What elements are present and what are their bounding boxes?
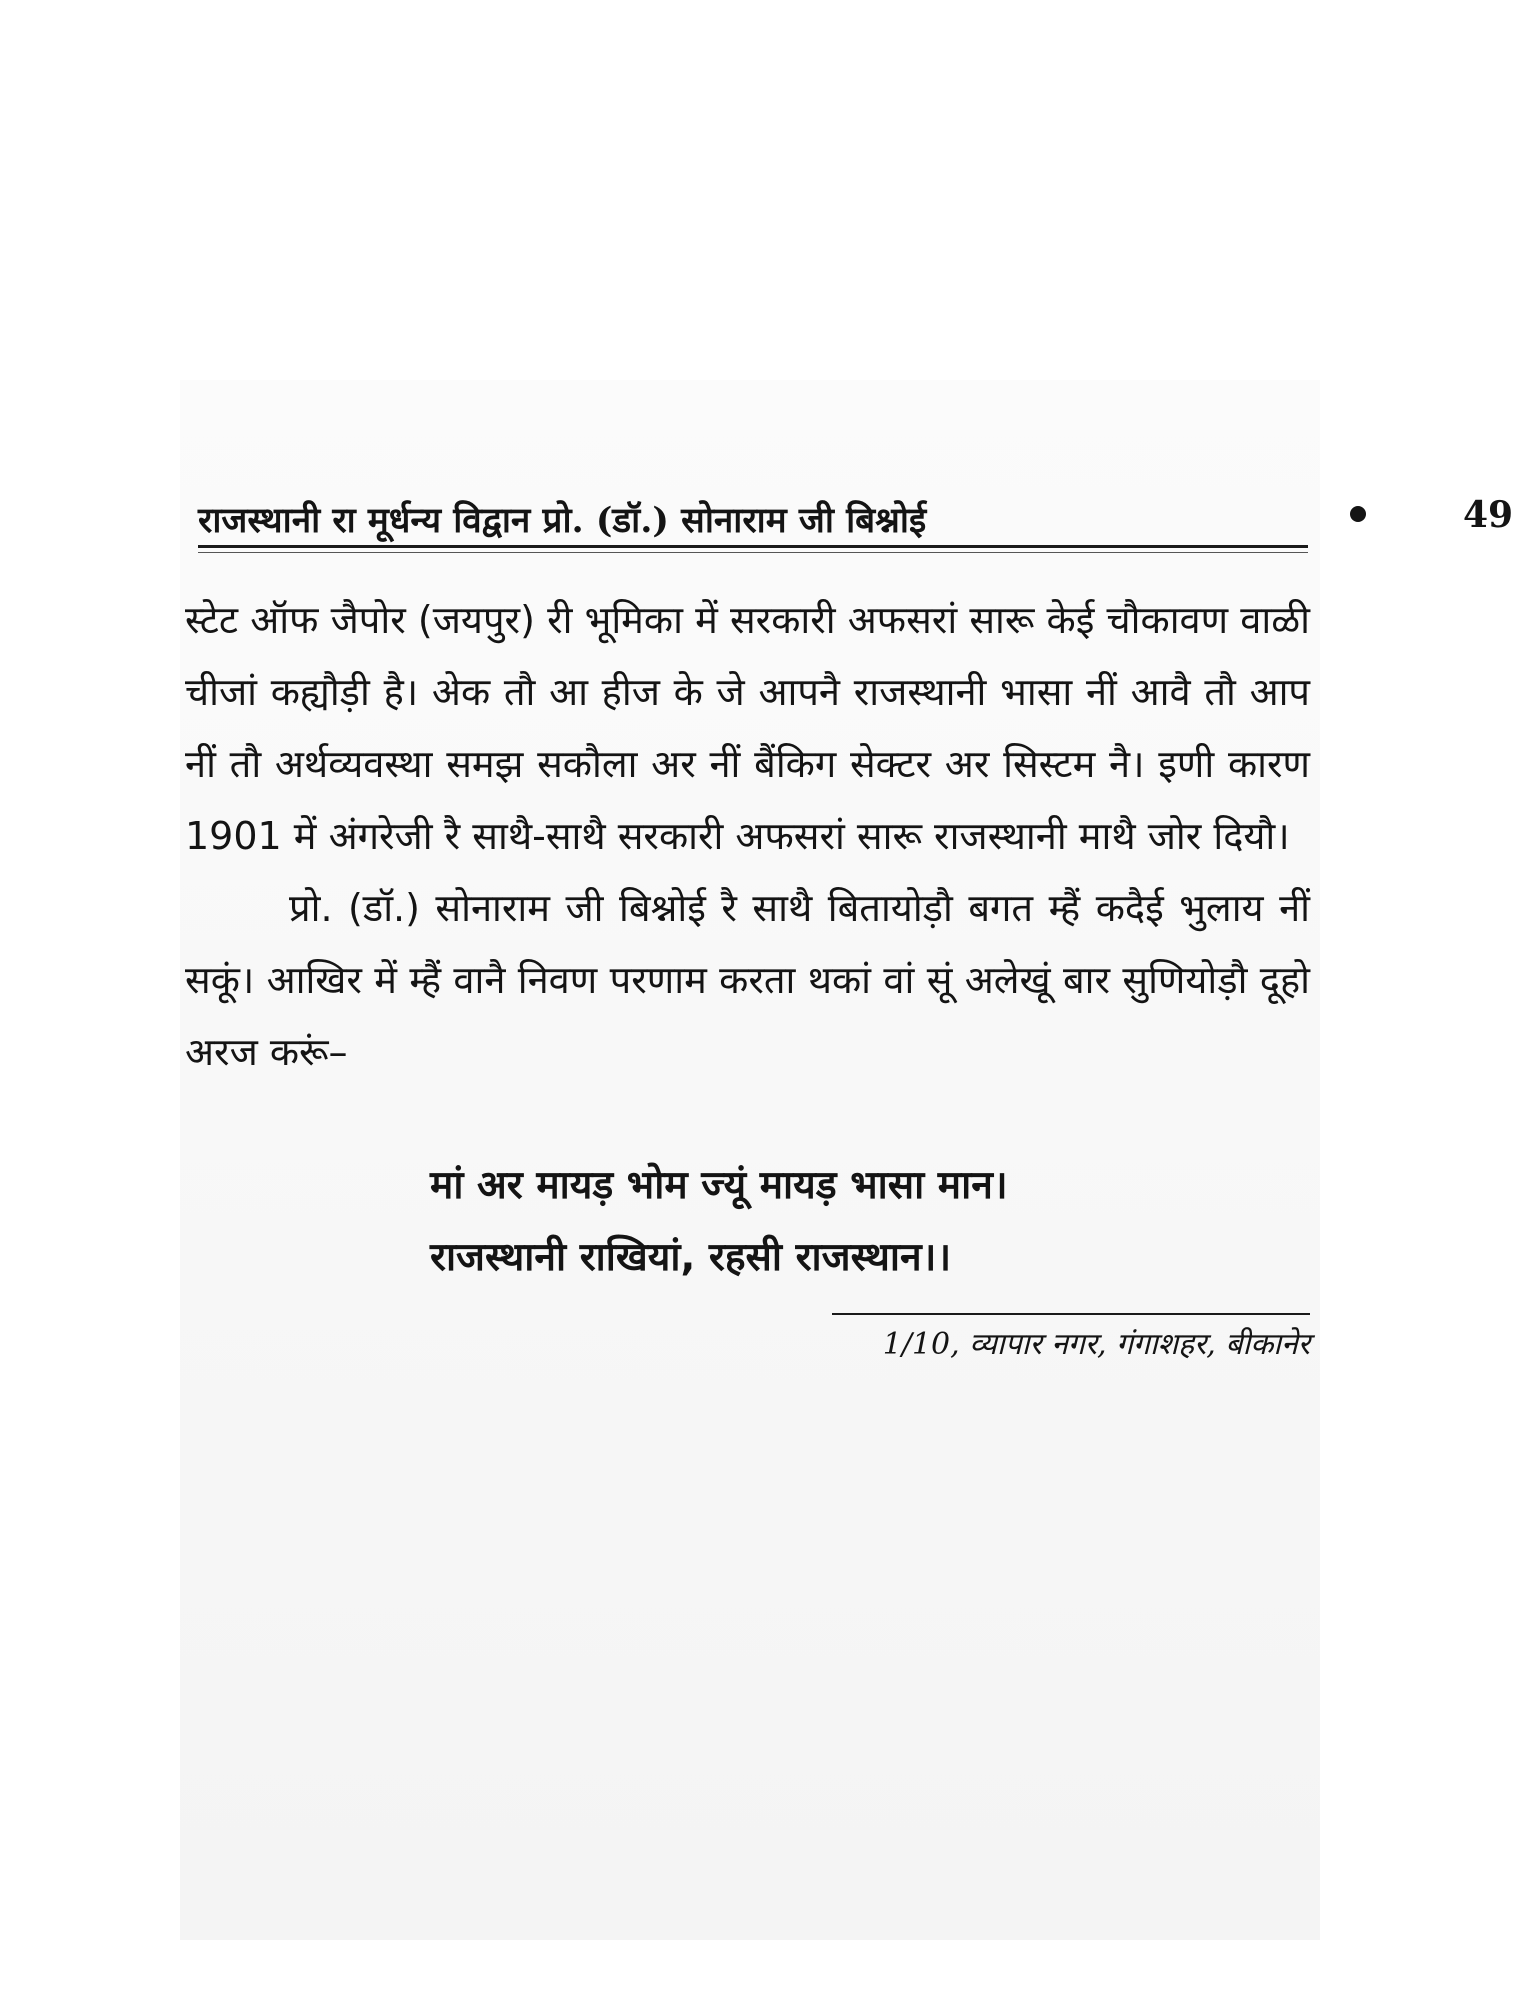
header-rule	[198, 545, 1308, 548]
signature-rule	[832, 1313, 1310, 1315]
page-number: 49	[1463, 494, 1513, 536]
paragraph-1: स्टेट ऑफ जैपोर (जयपुर) री भूमिका में सरकारी अफसरां सारू केई चौकावण वाळी चीजां कह्यौड़ी है। अेक तौ आ हीज के जे आपनै राजस्थानी भासा नीं आवै तौ आप नीं तौ अर्थव्यवस्था समझ सकौला अर नीं बैंकिग सेक्टर अर सिस्टम नै। इणी कारण 1901 में अंगरेजी रै साथै-साथै सरकारी अफसरां सारू राजस्थानी माथै जोर दियौ।	[185, 598, 1310, 858]
couplet-line-1: मां अर मायड़ भोम ज्यूं मायड़ भासा मान।	[430, 1163, 1008, 1208]
header-bullet	[1350, 506, 1366, 522]
couplet	[430, 1150, 1130, 1294]
paragraph-2: प्रो. (डॉ.) सोनाराम जी बिश्नोई रै साथै बितायोड़ौ बगत म्हैं कदैई भुलाय नीं सकूं। आखिर में म्हैं वानै निवण परणाम करता थकां वां सूं अलेखूं बार सुणियोड़ौ दूहो अरज करूं–	[185, 886, 1310, 1074]
author-address: 1/10, व्यापार नगर, गंगाशहर, बीकानेर	[882, 1327, 1310, 1362]
header-title: राजस्थानी रा मूर्धन्य विद्वान प्रो. (डॉ.) सोनाराम जी बिश्नोई	[198, 500, 927, 541]
couplet-line-2: राजस्थानी राखियां, रहसी राजस्थान।।	[430, 1235, 952, 1280]
running-header	[198, 494, 1513, 548]
header-rule-thin	[198, 552, 1308, 553]
body-text	[185, 584, 1310, 1088]
